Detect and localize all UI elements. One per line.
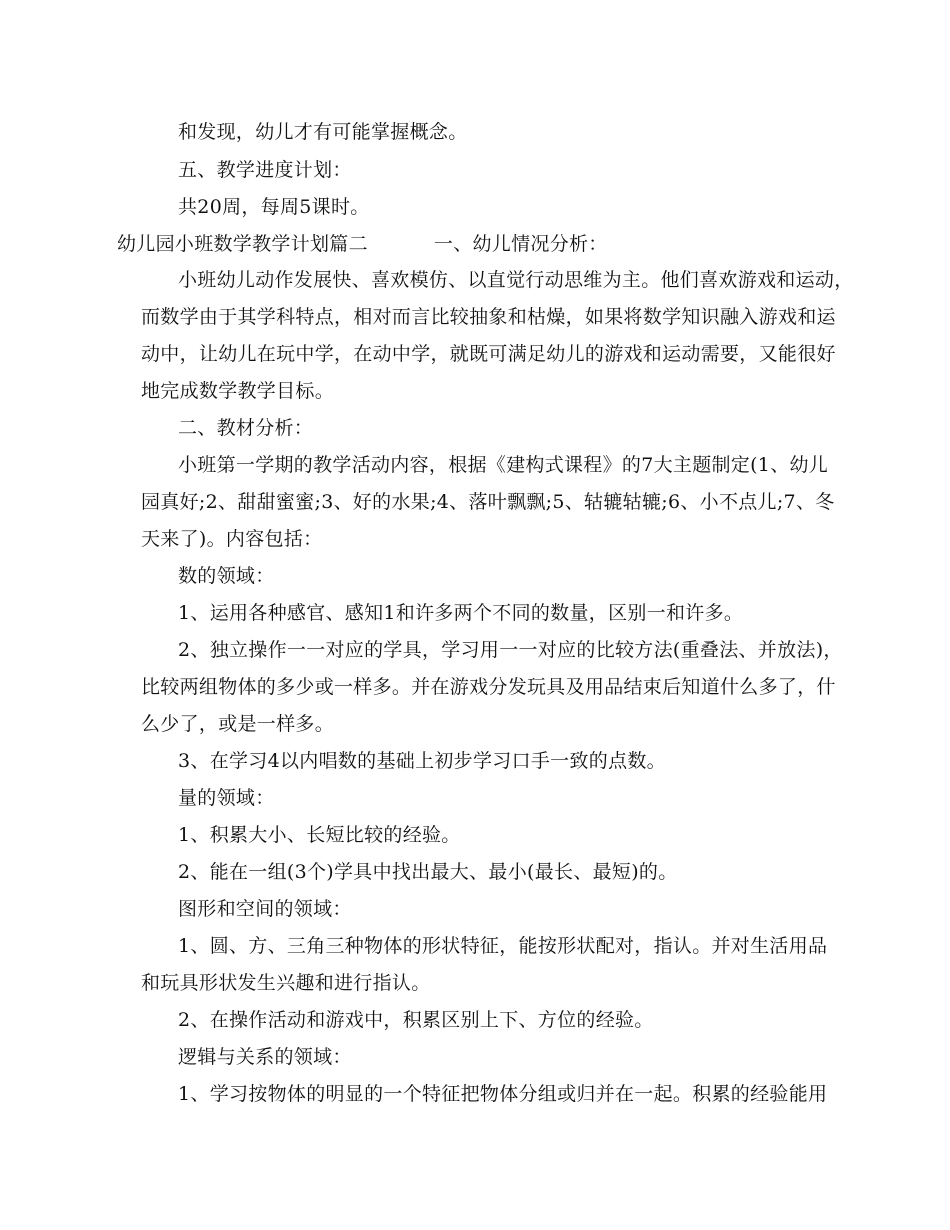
document-subtitle: 幼儿园小班数学教学计划篇二: [117, 233, 368, 255]
list-item: 1、积累大小、长短比较的经验。: [178, 824, 461, 846]
subsection-heading: 量的领域：: [178, 787, 275, 809]
subsection-heading: 图形和空间的领域：: [178, 898, 352, 920]
paragraph-line: 小班幼儿动作发展快、喜欢模仿、以直觉行动思维为主。他们喜欢游戏和运动，: [178, 269, 854, 291]
paragraph-line: 小班第一学期的教学活动内容，根据《建构式课程》的7大主题制定(1、幼儿: [178, 454, 829, 476]
paragraph-line: 和发现，幼儿才有可能掌握概念。: [178, 121, 468, 143]
document-title-row: [117, 232, 608, 256]
paragraph-line: 共20周，每周5课时。: [178, 196, 370, 218]
paragraph-line: 动中，让幼儿在玩中学，在动中学，就既可满足幼儿的游戏和运动需要，又能很好: [141, 343, 836, 365]
list-item: 1、圆、方、三角三种物体的形状特征，能按形状配对，指认。并对生活用品: [178, 935, 828, 957]
paragraph-line: 和玩具形状发生兴趣和进行指认。: [141, 972, 431, 994]
list-item: 2、能在一组(3个)学具中找出最大、最小(最长、最短)的。: [178, 861, 678, 883]
paragraph-line: 比较两组物体的多少或一样多。并在游戏分发玩具及用品结束后知道什么多了，什: [141, 676, 836, 698]
section-heading: 五、教学进度计划：: [178, 159, 352, 181]
subsection-heading: 数的领域：: [178, 565, 275, 587]
list-item: 2、在操作活动和游戏中，积累区别上下、方位的经验。: [178, 1009, 654, 1031]
list-item: 1、运用各种感官、感知1和许多两个不同的数量，区别一和许多。: [178, 602, 744, 624]
section-heading: 二、教材分析：: [178, 417, 314, 439]
paragraph-line: 园真好;2、甜甜蜜蜜;3、好的水果;4、落叶飘飘;5、轱辘轱辘;6、小不点儿;7、冬: [141, 491, 835, 513]
list-item: 1、学习按物体的明显的一个特征把物体分组或归并在一起。积累的经验能用: [178, 1083, 828, 1105]
paragraph-line: 么少了，或是一样多。: [141, 713, 335, 735]
list-item: 2、独立操作一一对应的学具，学习用一一对应的比较方法(重叠法、并放法)，: [178, 639, 843, 661]
list-item: 3、在学习4以内唱数的基础上初步学习口手一致的点数。: [178, 750, 666, 772]
section-heading: 一、幼儿情况分析：: [433, 233, 608, 255]
paragraph-line: 天来了)。内容包括：: [141, 528, 323, 550]
subsection-heading: 逻辑与关系的领域：: [178, 1046, 352, 1068]
paragraph-line: 而数学由于其学科特点，相对而言比较抽象和枯燥，如果将数学知识融入游戏和运: [141, 306, 836, 328]
paragraph-line: 地完成数学教学目标。: [141, 380, 335, 402]
